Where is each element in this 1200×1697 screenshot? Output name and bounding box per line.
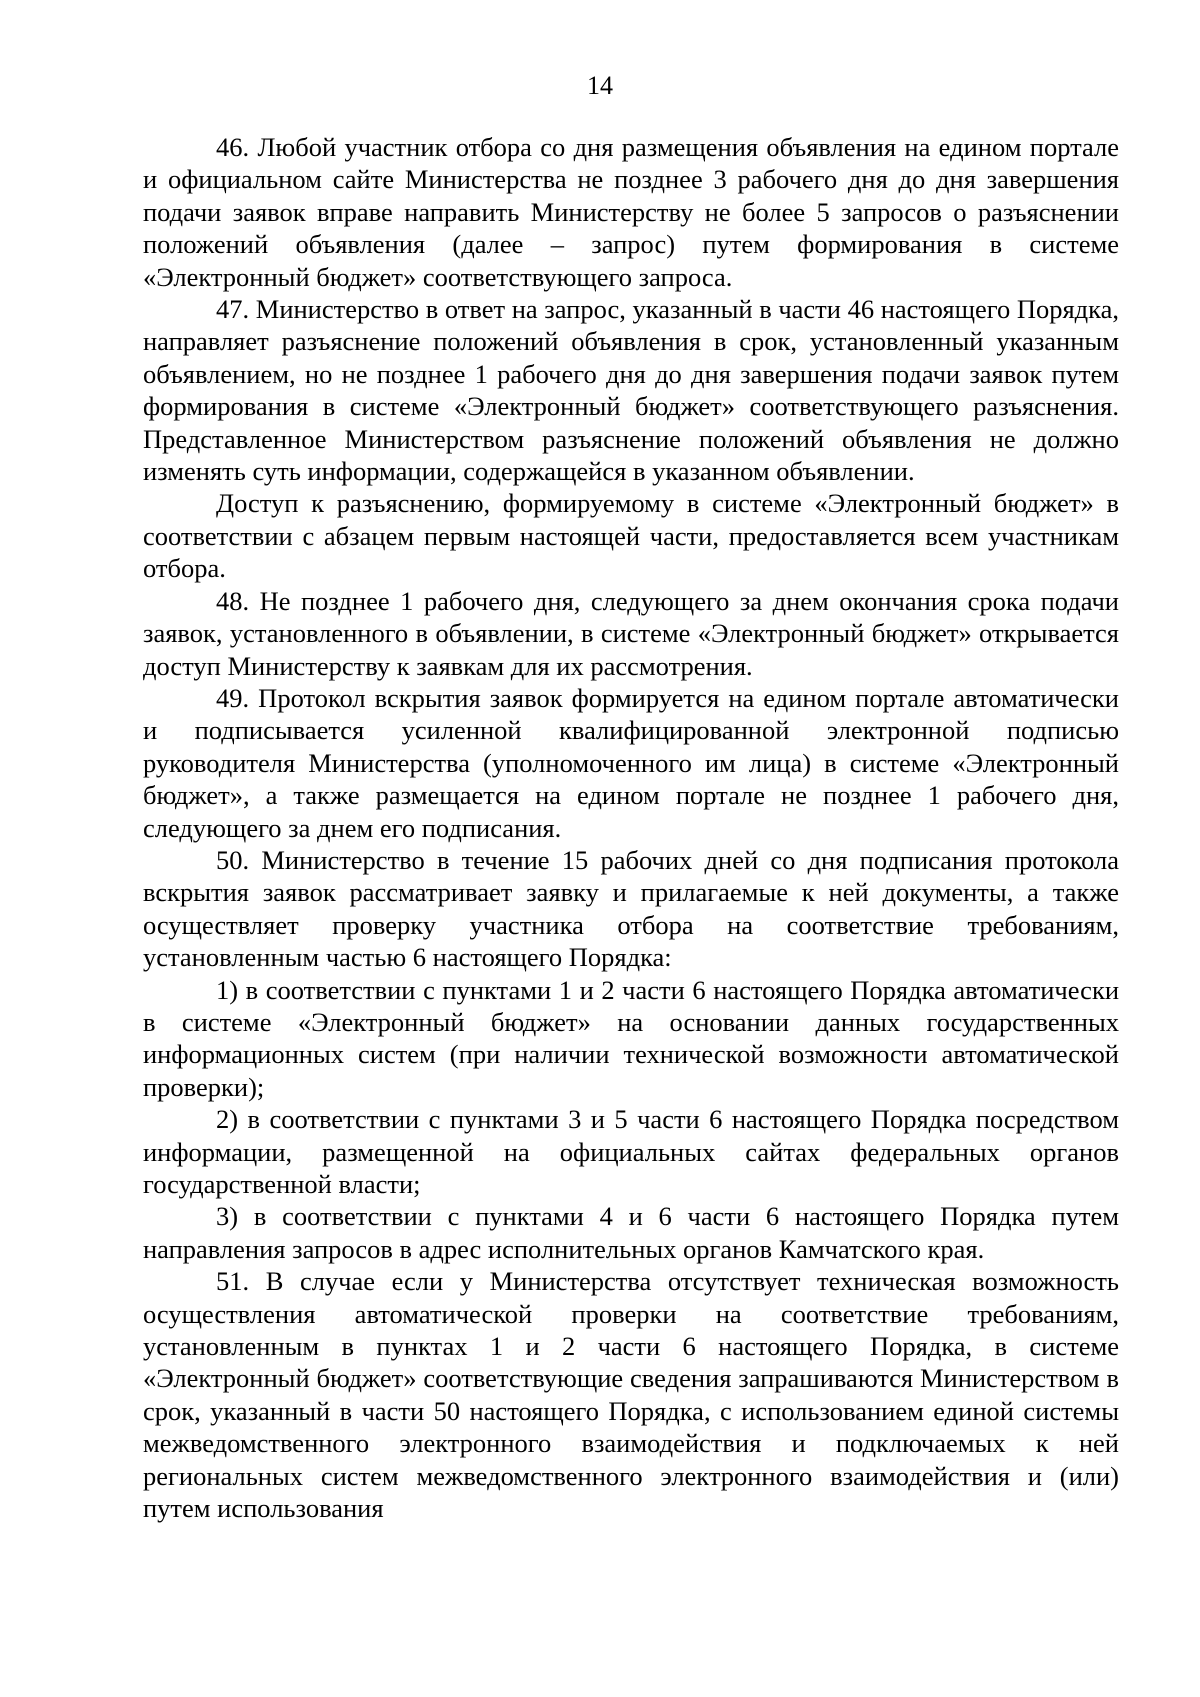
paragraph-50-item-1: 1) в соответствии с пунктами 1 и 2 части 6 настоящего Порядка автоматически в системе «Электронный бюджет» на основании данных государственных информационных систем (при наличии технической возможности автоматической проверки); bbox=[143, 974, 1119, 1102]
document-body bbox=[143, 131, 1119, 1524]
paragraph-47: 47. Министерство в ответ на запрос, указанный в части 46 настоящего Порядка, направляет разъяснение положений объявления в срок, установленный указанным объявлением, но не позднее 1 рабочего дня до дня завершения подачи заявок путем формирования в системе «Электронный бюджет» соответствующего разъяснения. Представленное Министерством разъяснение положений объявления не должно изменять суть информации, содержащейся в указанном объявлении. bbox=[143, 294, 1119, 487]
paragraph-50-item-3: 3) в соответствии с пунктами 4 и 6 части 6 настоящего Порядка путем направления запросов в адрес исполнительных органов Камчатского края. bbox=[143, 1201, 1119, 1264]
paragraph-47-access: Доступ к разъяснению, формируемому в системе «Электронный бюджет» в соответствии с абзацем первым настоящей части, предоставляется всем участникам отбора. bbox=[143, 488, 1119, 584]
paragraph-48: 48. Не позднее 1 рабочего дня, следующего за днем окончания срока подачи заявок, установленного в объявлении, в системе «Электронный бюджет» открывается доступ Министерству к заявкам для их рассмотрения. bbox=[143, 585, 1119, 681]
paragraph-49: 49. Протокол вскрытия заявок формируется на едином портале автоматически и подписывается усиленной квалифицированной электронной подписью руководителя Министерства (уполномоченного им лица) в системе «Электронный бюджет», а также размещается на едином портале не позднее 1 рабочего дня, следующего за днем его подписания. bbox=[143, 682, 1119, 843]
paragraph-51: 51. В случае если у Министерства отсутствует техническая возможность осуществления автоматической проверки на соответствие требованиям, установленным в пунктах 1 и 2 части 6 настоящего Порядка, в системе «Электронный бюджет» соответствующие сведения запрашиваются Министерством в срок, указанный в части 50 настоящего Порядка, с использованием единой системы межведомственного электронного взаимодействия и подключаемых к ней региональных систем межведомственного электронного взаимодействия и (или) путем использования bbox=[143, 1266, 1119, 1524]
paragraph-50: 50. Министерство в течение 15 рабочих дней со дня подписания протокола вскрытия заявок рассматривает заявку и прилагаемые к ней документы, а также осуществляет проверку участника отбора на соответствие требованиям, установленным частью 6 настоящего Порядка: bbox=[143, 844, 1119, 973]
page-number: 14 bbox=[587, 71, 613, 100]
paragraph-50-item-2: 2) в соответствии с пунктами 3 и 5 части 6 настоящего Порядка посредством информации, размещенной на официальных сайтах федеральных органов государственной власти; bbox=[143, 1104, 1119, 1199]
paragraph-46: 46. Любой участник отбора со дня размещения объявления на едином портале и официальном сайте Министерства не позднее 3 рабочего дня до дня завершения подачи заявок вправе направить Министерству не более 5 запросов о разъяснении положений объявления (далее – запрос) путем формирования в системе «Электронный бюджет» соответствующего запроса. bbox=[143, 132, 1119, 292]
